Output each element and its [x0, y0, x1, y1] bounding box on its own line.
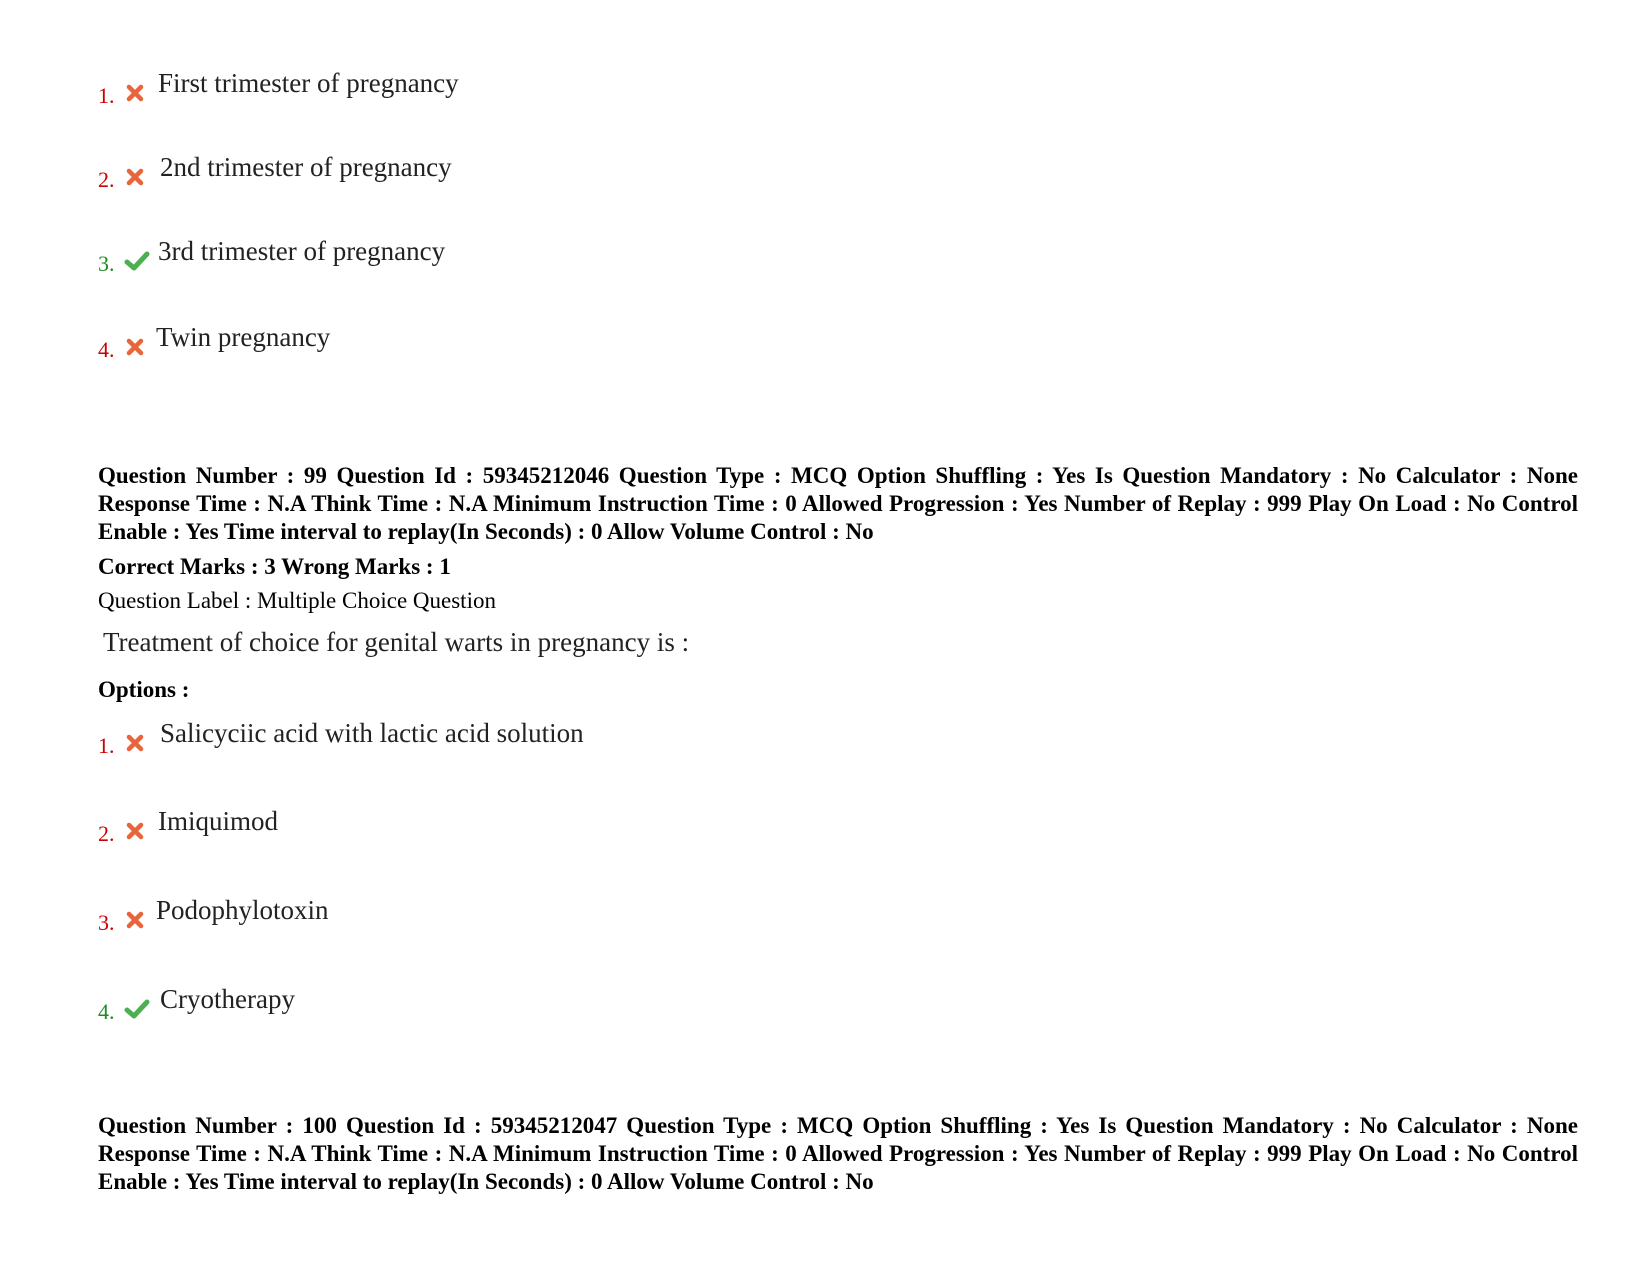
cross-icon: [124, 166, 146, 188]
q99-option-2: [98, 806, 898, 846]
check-icon: [124, 998, 150, 1020]
check-icon: [124, 250, 150, 272]
option-number: 2.: [98, 821, 115, 846]
option-text: Imiquimod: [158, 806, 278, 836]
prev-option-3: [98, 236, 898, 276]
option-text: Twin pregnancy: [156, 322, 331, 352]
option-number: 3.: [98, 910, 115, 935]
question-99-marks: Correct Marks : 3 Wrong Marks : 1: [98, 554, 451, 579]
question-99-label: Question Label : Multiple Choice Question: [98, 588, 496, 613]
q99-option-3: [98, 895, 898, 935]
cross-icon: [124, 732, 146, 754]
cross-icon: [124, 82, 146, 104]
question-99-text: Treatment of choice for genital warts in pregnancy is :: [103, 627, 690, 657]
option-text: Podophylotoxin: [156, 895, 329, 925]
option-text: First trimester of pregnancy: [158, 68, 459, 98]
prev-option-4: [98, 322, 898, 362]
q99-option-4: [98, 984, 898, 1024]
cross-icon: [124, 909, 146, 931]
option-number: 2.: [98, 167, 115, 192]
question-100-meta: Question Number : 100 Question Id : 59345212047 Question Type : MCQ Option Shuffling : Yes Is Question Mandatory : No Calculator : None Response Time : N.A Think Time : N.A Minimum Instruction Time : 0 Allowed Progression : Yes Number of Replay : 999 Play On Load : No Control Enable : Yes Time interval to replay(In Seconds) : 0 Allow Volume Control : No: [98, 1113, 1578, 1194]
option-number: 1.: [98, 733, 115, 758]
option-text: Salicyciic acid with lactic acid solution: [160, 718, 584, 748]
option-text: Cryotherapy: [160, 984, 295, 1014]
cross-icon: [124, 336, 146, 358]
option-number: 1.: [98, 83, 115, 108]
prev-option-2: [98, 152, 898, 192]
option-number: 4.: [98, 337, 115, 362]
prev-option-1: [98, 68, 898, 108]
option-text: 2nd trimester of pregnancy: [160, 152, 452, 182]
options-heading: Options :: [98, 677, 190, 702]
q99-option-1: [98, 718, 898, 758]
option-text: 3rd trimester of pregnancy: [158, 236, 446, 266]
cross-icon: [124, 820, 146, 842]
option-number: 3.: [98, 251, 115, 276]
question-99-meta: Question Number : 99 Question Id : 59345212046 Question Type : MCQ Option Shuffling : Yes Is Question Mandatory : No Calculator : None Response Time : N.A Think Time : N.A Minimum Instruction Time : 0 Allowed Progression : Yes Number of Replay : 999 Play On Load : No Control Enable : Yes Time interval to replay(In Seconds) : 0 Allow Volume Control : No: [98, 463, 1578, 544]
option-number: 4.: [98, 999, 115, 1024]
